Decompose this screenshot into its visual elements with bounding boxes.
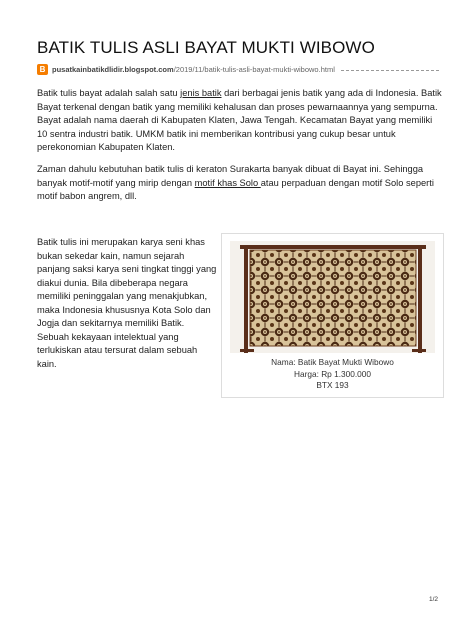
paragraph-intro	[37, 87, 442, 155]
paragraph-text: dari berbagai jenis batik yang ada di Indonesia. Batik Bayat terkenal dengan batik yang memiliki kehalusan dan proses pewarnaannya yang sempurna. Bayat adalah nama daerah di Kabupaten Klaten, Jawa Tengah. Kecamatan Bayat yang memiliki 10 sentra industri batik. UMKM batik ini memberikan kontribusi yang cukup besar untuk perekonomian Kabupaten Klaten.	[37, 88, 442, 152]
paragraph-text: atau perpaduan dengan motif Solo seperti motif babon angrem, dll.	[37, 177, 434, 201]
paragraph-history	[37, 163, 442, 204]
paragraph-text: Zaman dahulu kebutuhan batik tulis di keraton Surakarta banyak dibuat di Bayat ini. Sehingga banyak motif-motif yang mirip dengan	[37, 164, 424, 188]
dashed-divider	[341, 70, 439, 71]
product-name: Nama: Batik Bayat Mukti Wibowo	[271, 357, 394, 367]
motif-khas-solo-link[interactable]: motif khas Solo	[194, 177, 261, 188]
blogger-icon: B	[37, 64, 48, 75]
source-path: /2019/11/batik-tulis-asli-bayat-mukti-wibowo.html	[173, 65, 335, 74]
page-title: BATIK TULIS ASLI BAYAT MUKTI WIBOWO	[37, 38, 375, 57]
product-code: BTX 193	[316, 380, 349, 390]
source-link[interactable]	[52, 65, 335, 74]
paragraph-text: Batik tulis bayat adalah salah satu	[37, 88, 181, 98]
batik-photo	[230, 241, 435, 353]
page-number: 1/2	[428, 596, 438, 603]
product-caption	[222, 357, 443, 392]
source-domain: pusatkainbatikdlidir.blogspot.com	[52, 65, 174, 74]
paragraph-art: Batik tulis ini merupakan karya seni khas bukan sekedar kain, namun sejarah panjang saksi karya seni tingkat tinggi yang diakui dunia. Bila dibeberapa negara memiliki peninggalan yang menakjubkan, maka Indonesia khususnya Kota Solo dan Jogja dan sekitarnya memiliki Batik. Sebuah kekayaan intelektual yang terlukiskan atau tersurat dalam sebuah kain.	[37, 237, 217, 369]
product-figure	[221, 233, 444, 398]
product-price: Harga: Rp 1.300.000	[293, 368, 372, 379]
jenis-batik-link[interactable]: jenis batik	[180, 88, 222, 98]
source-line	[37, 63, 439, 76]
